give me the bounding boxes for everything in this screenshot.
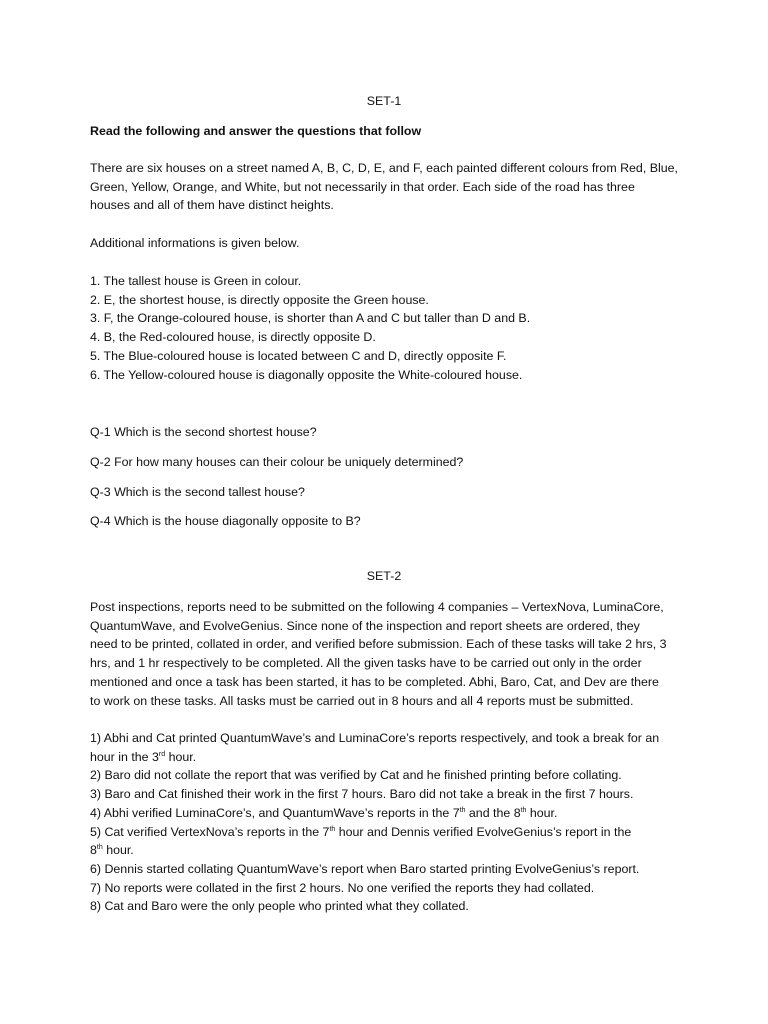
set1-question-4: Q-4 Which is the house diagonally opposite to B? (90, 514, 361, 528)
set1-clue: 6. The Yellow-coloured house is diagonally opposite the White-coloured house. (90, 367, 523, 382)
ordinal-suffix: th (329, 825, 336, 833)
set2-clue (90, 748, 690, 767)
set2-clue: 6) Dennis started collating QuantumWave’s report when Baro started printing EvolveGenius’s report. (90, 861, 640, 876)
set2-intro-paragraph (90, 598, 690, 710)
set2-clue: 7) No reports were collated in the first 2 hours. No one verified the reports they had collated. (90, 880, 595, 895)
set2-clue (90, 804, 690, 823)
clue-text: 4) Abhi verified LuminaCore’s, and QuantumWave’s reports in the 7 (90, 805, 460, 820)
set1-additional-info: Additional informations is given below. (90, 236, 300, 250)
ordinal-suffix: th (459, 806, 466, 814)
set1-intro-line: houses and all of them have distinct heights. (90, 198, 334, 213)
set2-intro-line: need to be printed, collated in order, and verified before submission. Each of these tasks will take 2 hrs, 3 (90, 637, 667, 652)
set1-question-3: Q-3 Which is the second tallest house? (90, 485, 305, 499)
clue-text: 8 (90, 843, 97, 858)
set1-intro-paragraph (90, 159, 690, 215)
clue-text: 5) Cat verified VertexNova’s reports in the 7 (90, 824, 330, 839)
set2-clue (90, 823, 690, 842)
set1-title: SET-1 (366, 94, 402, 108)
set1-question-2: Q-2 For how many houses can their colour be uniquely determined? (90, 455, 464, 469)
set1-instruction: Read the following and answer the questions that follow (90, 124, 422, 138)
set2-intro-line: Post inspections, reports need to be submitted on the following 4 companies – VertexNova, LuminaCore, (90, 600, 664, 614)
set1-intro-line: Green, Yellow, Orange, and White, but not necessarily in that order. Each side of the road has three (90, 179, 635, 194)
ordinal-suffix: th (96, 844, 103, 852)
clue-text: hour. (165, 749, 197, 764)
set2-intro-line: hrs, and 1 hr respectively to be completed. All the given tasks have to be carried out only in the order (90, 656, 642, 671)
set2-clue: 2) Baro did not collate the report that was verified by Cat and he finished printing before collating. (90, 768, 622, 783)
clue-text: hour. (526, 805, 558, 820)
clue-text: hour. (102, 843, 134, 858)
set1-clue-list (90, 272, 690, 384)
ordinal-suffix: th (520, 806, 527, 814)
set2-clue (90, 841, 690, 860)
set2-clue: 1) Abhi and Cat printed QuantumWave’s and LuminaCore’s reports respectively, and took a break for an (90, 731, 660, 745)
set2-clue: 8) Cat and Baro were the only people who printed what they collated. (90, 899, 469, 914)
clue-text: hour in the 3 (90, 749, 159, 764)
set1-clue: 2. E, the shortest house, is directly opposite the Green house. (90, 292, 429, 307)
set2-intro-line: to work on these tasks. All tasks must be carried out in 8 hours and all 4 reports must be submitted. (90, 693, 634, 708)
set1-clue: 5. The Blue-coloured house is located between C and D, directly opposite F. (90, 348, 507, 363)
clue-text: and the 8 (465, 805, 521, 820)
set2-intro-line: QuantumWave, and EvolveGenius. Since none of the inspection and report sheets are ordered, they (90, 618, 640, 633)
set2-clue: 3) Baro and Cat finished their work in the first 7 hours. Baro did not take a break in the first 7 hours. (90, 787, 634, 802)
set2-intro-line: mentioned and once a task has been started, it has to be completed. Abhi, Baro, Cat, and Dev are there (90, 674, 659, 689)
set1-intro-line: There are six houses on a street named A, B, C, D, E, and F, each painted different colours from Red, Blue, (90, 161, 678, 175)
set1-clue: 4. B, the Red-coloured house, is directly opposite D. (90, 330, 376, 345)
set2-title: SET-2 (366, 569, 402, 583)
clue-text: hour and Dennis verified EvolveGenius’s report in the (335, 824, 632, 839)
set1-clue: 3. F, the Orange-coloured house, is shorter than A and C but taller than D and B. (90, 311, 531, 326)
ordinal-suffix: rd (158, 750, 166, 758)
set1-question-1: Q-1 Which is the second shortest house? (90, 425, 317, 439)
set2-clue-list (90, 729, 690, 916)
set1-clue: 1. The tallest house is Green in colour. (90, 274, 302, 288)
